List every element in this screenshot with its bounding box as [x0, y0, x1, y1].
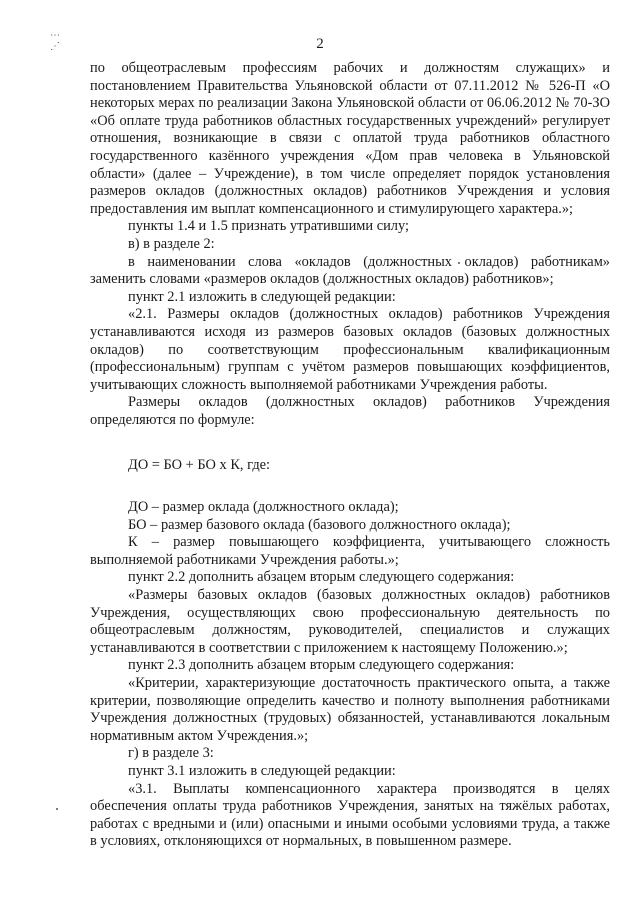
paragraph: «Размеры базовых окладов (базовых должностных окладов) работников Учреждения, осуществляющих свою профессиональную деятельность по общеотраслевым должностям, руководителей, специалистов и служащих устанавливаются в соответствии с приложением к настоящему Положению.»; — [90, 587, 610, 656]
paragraph: «3.1. Выплаты компенсационного характера производятся в целях обеспечения оплаты труда работников Учреждения, занятых на тяжёлых работах, работах с вредными и (или) опасными и иными особыми условиями труда, а также в условиях, отклоняющихся от нормальных, в повышенном размере. — [90, 780, 610, 850]
paragraph: г) в разделе 3: — [128, 745, 214, 762]
document-body — [90, 60, 610, 851]
paragraph: БО – размер базового оклада (базового должностного оклада); — [128, 516, 511, 533]
scan-dot — [56, 808, 58, 810]
paragraph: «2.1. Размеры окладов (должностных окладов) работников Учреждения устанавливаются исходя из размеров базовых окладов (базовых должностных окладов) по соответствующим профессиональным квалификационным (профессиональным) группам с учётом размеров повышающих коэффициентов, учитывающих сложность выполняемой работниками Учреждения работы. — [90, 306, 610, 393]
paragraph: пункт 2.1 изложить в следующей редакции: — [128, 288, 396, 305]
page-number: 2 — [316, 36, 324, 52]
paragraph: ДО = БО + БО х К, где: — [128, 457, 271, 474]
paragraph: пункты 1.4 и 1.5 признать утратившими силу; — [128, 218, 409, 235]
paragraph: ДО – размер оклада (должностного оклада); — [128, 499, 399, 516]
paragraph: Размеры окладов (должностных окладов) работников Учреждения определяются по формуле: — [90, 394, 610, 428]
paragraph: по общеотраслевым профессиям рабочих и должностям служащих» и постановлением Правительства Ульяновской области от 07.11.2012 № 526-П «О некоторых мерах по реализации Закона Ульяновской области от 06.06.2012 № 70-ЗО «Об оплате труда работников областных государственных учреждений» регулирует отношения, возникающие в связи с оплатой труда работников областного государственного казённого учреждения «Дом прав человека в Ульяновской области» (далее – Учреждение), в том числе определяет порядок установления размеров окладов (должностных окладов) работников Учреждения и условия предоставления им выплат компенсационного и стимулирующего характера.»; — [90, 60, 610, 217]
paragraph: в наименовании слова «окладов (должностных окладов) работникам» заменить словами «размеров окладов (должностных окладов) работников»; — [90, 253, 610, 288]
paragraph: пункт 2.3 дополнить абзацем вторым следующего содержания: — [128, 657, 515, 674]
paragraph: в) в разделе 2: — [128, 235, 215, 252]
paragraph: пункт 2.2 дополнить абзацем вторым следующего содержания: — [128, 569, 515, 586]
paragraph: «Критерии, характеризующие достаточность практического опыта, а также критерии, позволяющие определить качество и полноту выполнения работниками Учреждения должностных (трудовых) обязанностей, устанавливаются локальным нормативным актом Учреждения.»; — [90, 675, 610, 744]
paragraph: пункт 3.1 изложить в следующей редакции: — [128, 762, 396, 779]
paragraph: К – размер повышающего коэффициента, учитывающего сложность выполняемой работниками Учреждения работы.»; — [90, 534, 610, 568]
scan-artifact: ⋯ ⋰ — [50, 30, 60, 52]
